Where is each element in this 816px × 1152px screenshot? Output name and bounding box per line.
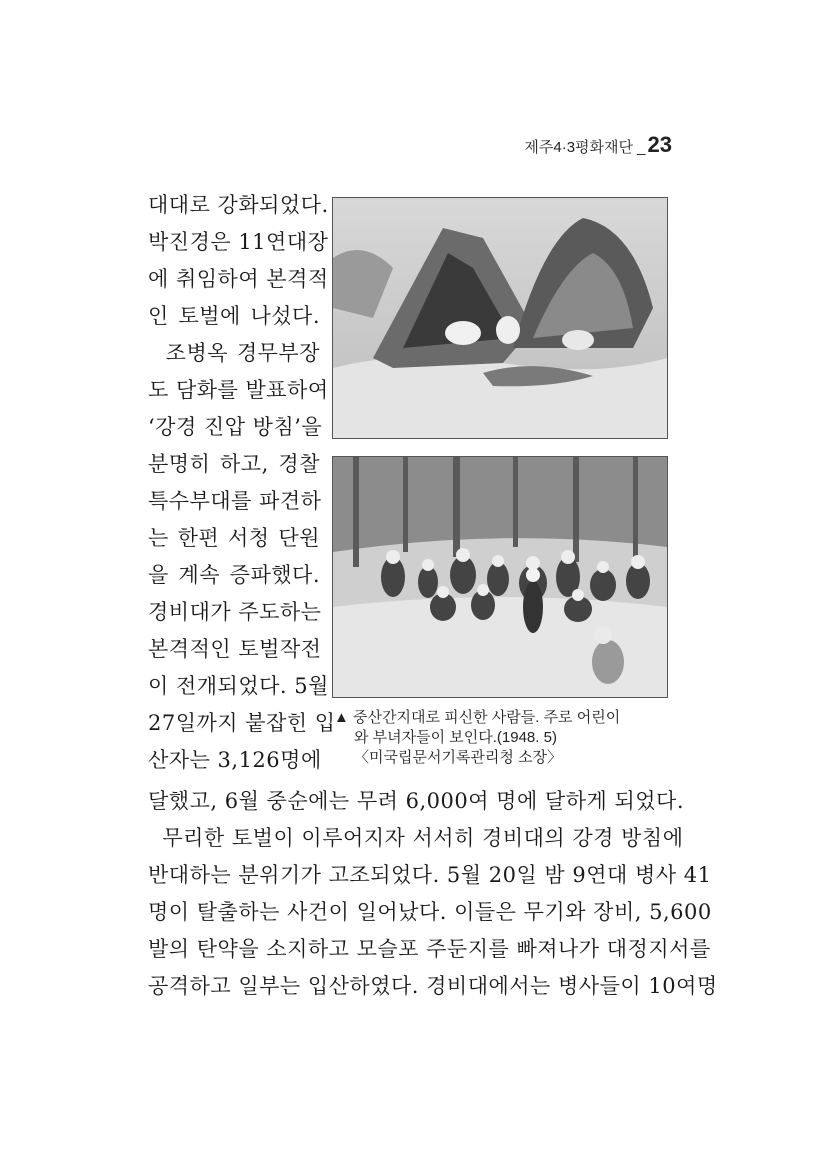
body-line: 명이 탈출하는 사건이 일어났다. 이들은 무기와 장비, 5,600 <box>148 900 712 924</box>
body-line: ‘강경 진압 방침’을 <box>148 415 323 439</box>
body-line: 는 한편 서청 단원 <box>148 526 320 550</box>
body-line: 이 전개되었다. 5월 <box>148 674 329 698</box>
body-line: 반대하는 분위기가 고조되었다. 5월 20일 밤 9연대 병사 41 <box>148 863 712 887</box>
body-line: 특수부대를 파견하 <box>148 489 322 513</box>
body-line: 분명히 하고, 경찰 <box>148 452 320 476</box>
body-line: 조병옥 경무부장 <box>148 341 320 365</box>
body-line: 무리한 토벌이 이루어지자 서서히 경비대의 강경 방침에 <box>148 826 684 850</box>
body-line: 발의 탄약을 소지하고 모슬포 주둔지를 빠져나가 대정지서를 <box>148 937 711 961</box>
page-number: 23 <box>647 132 672 157</box>
caption-line: ▲ 중산간지대로 피신한 사람들. 주로 어린이 <box>334 709 621 726</box>
body-line: 도 담화를 발표하여 <box>148 378 329 402</box>
photo-refugees <box>332 456 668 698</box>
caption-line: 와 부녀자들이 보인다.(1948. 5) <box>354 729 557 746</box>
body-line: 대대로 강화되었다. <box>148 193 329 217</box>
header-title: 제주4·3평화재단 _ <box>524 139 646 156</box>
page-header <box>524 132 672 158</box>
photo-shelter <box>332 197 668 439</box>
body-line: 박진경은 11연대장 <box>148 230 329 254</box>
figure-caption <box>334 708 674 768</box>
body-line: 공격하고 일부는 입산하였다. 경비대에서는 병사들이 10여명 <box>148 974 718 998</box>
body-line: 인 토벌에 나섰다. <box>148 304 320 328</box>
body-line: 달했고, 6월 중순에는 무려 6,000여 명에 달하게 되었다. <box>148 789 684 813</box>
body-line: 본격적인 토벌작전 <box>148 637 322 661</box>
body-line: 산자는 3,126명에 <box>148 748 322 772</box>
body-line: 을 계속 증파했다. <box>148 563 320 587</box>
body-line: 27일까지 붙잡힌 입 <box>148 711 336 735</box>
body-line: 경비대가 주도하는 <box>148 600 322 624</box>
body-line: 에 취임하여 본격적 <box>148 267 329 291</box>
caption-source: 〈미국립문서기록관리청 소장〉 <box>354 749 563 766</box>
